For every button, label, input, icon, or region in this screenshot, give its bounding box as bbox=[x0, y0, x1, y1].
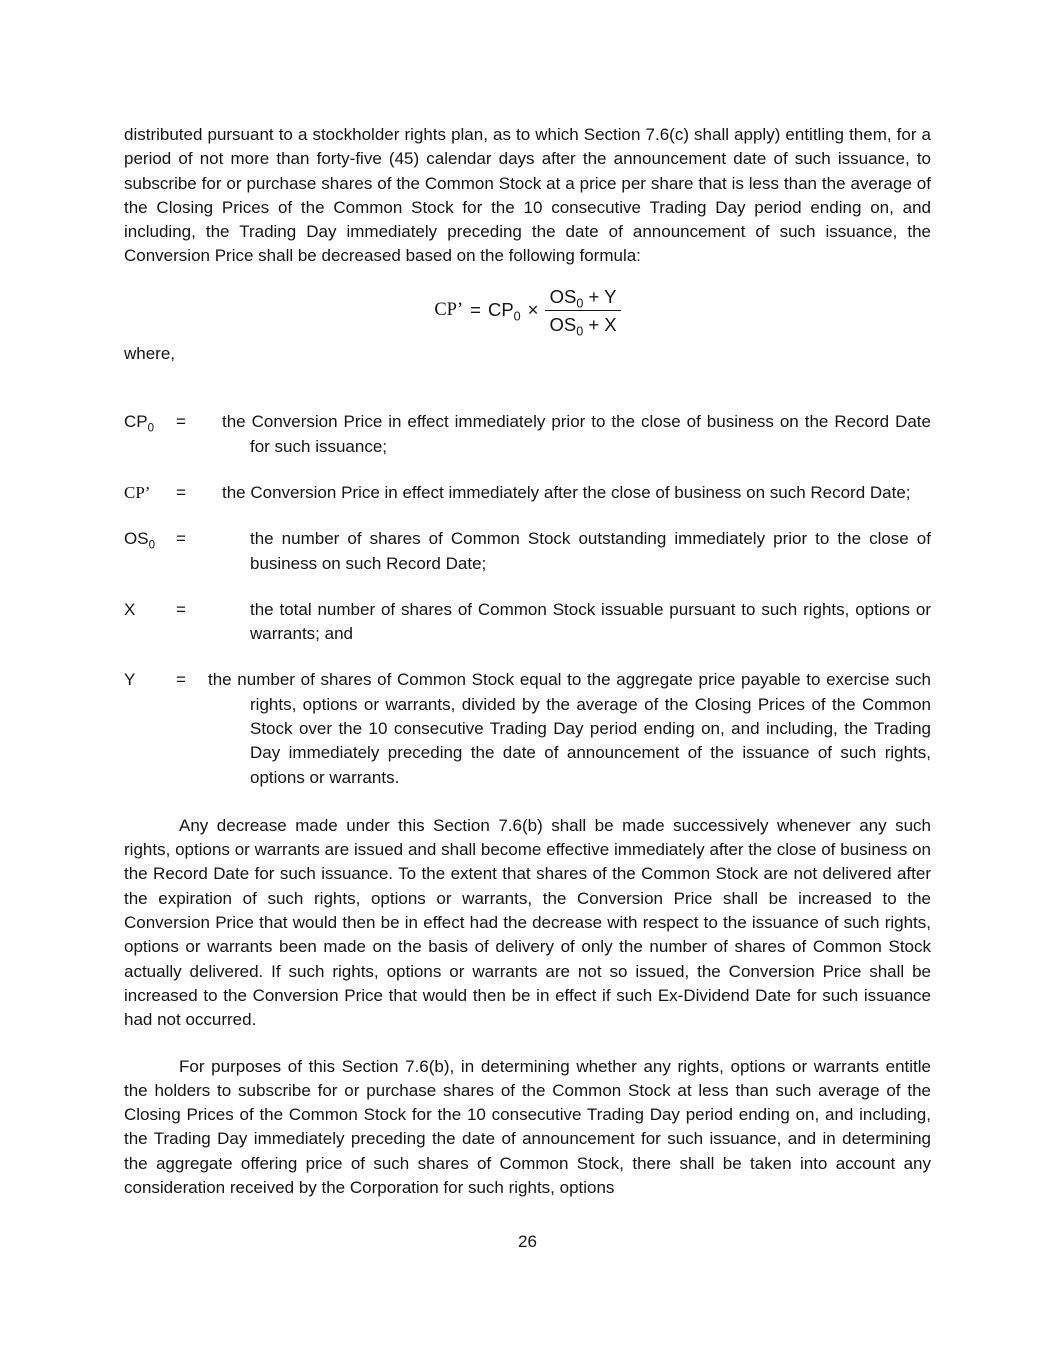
paragraph-for-purposes: For purposes of this Section 7.6(b), in determining whether any rights, options or warrants entitle the holders to subscribe for or purchase shares of the Common Stock at less than such average of the Closing Prices of the Common Stock for the 10 consecutive Trading Day period ending on, and including, the Trading Day immediately preceding the date of announcement for such issuance, and in determining the aggregate offering price of such shares of Common Stock, there shall be taken into account any consideration received by the Corporation for such rights, options bbox=[124, 1056, 931, 1198]
body-paragraphs bbox=[124, 814, 931, 1200]
definition-term: $CP_0$ bbox=[124, 412, 155, 435]
definition-text: the number of shares of Common Stock equal to the aggregate price payable to exercise such rights, options or warrants, divided by the average of the Closing Prices of the Common Stock over the 10 consecutive Trading Day period ending on, and including, the Trading Day immediately preceding the date of announcement of the issuance of such rights, options or warrants. bbox=[208, 670, 931, 787]
definition-equals: = bbox=[176, 599, 186, 619]
formula-multiply-sign: × bbox=[527, 299, 539, 321]
definition-text: the Conversion Price in effect immediately after the close of business on such Record Date; bbox=[222, 482, 911, 502]
paragraph-intro: distributed pursuant to a stockholder rights plan, as to which Section 7.6(c) shall apply) entitling them, for a period of not more than forty-five (45) calendar days after the announcement date of such issuance, to subscribe for or purchase shares of the Common Stock at a price per share that is less than the average of the Closing Prices of the Common Stock for the 10 consecutive Trading Day period ending on, and including, the Trading Day immediately preceding the date of announcement of such issuance, the Conversion Price shall be decreased based on the following formula: bbox=[124, 125, 931, 266]
conversion-price-formula bbox=[434, 285, 620, 339]
formula-lhs: CP’ bbox=[434, 299, 464, 320]
definition-list bbox=[124, 410, 931, 790]
page-number: 26 bbox=[518, 1232, 537, 1252]
definition-equals: = bbox=[176, 529, 186, 549]
formula-denominator: $OS_0 + X$ bbox=[549, 313, 617, 339]
definition-text: the Conversion Price in effect immediately prior to the close of business on the Record Date for such issuance; bbox=[222, 412, 931, 456]
definition-text: the number of shares of Common Stock outstanding immediately prior to the close of business on such Record Date; bbox=[250, 529, 931, 573]
definition-row-os0 bbox=[124, 527, 931, 576]
paragraph-any-decrease: Any decrease made under this Section 7.6(b) shall be made successively whenever any such rights, options or warrants are issued and shall become effective immediately after the close of business on the Record Date for such issuance. To the extent that shares of the Common Stock are not delivered after the expiration of such rights, options or warrants, the Conversion Price shall be increased to the Conversion Price that would then be in effect had the decrease with respect to the issuance of such rights, options or warrants been made on the basis of delivery of only the number of shares of Common Stock actually delivered. If such rights, options or warrants are not so issued, the Conversion Price shall be increased to the Conversion Price that would then be in effect if such Ex-Dividend Date for such issuance had not occurred. bbox=[124, 815, 931, 1030]
definition-row-x bbox=[124, 598, 931, 647]
formula-block bbox=[124, 285, 931, 339]
definition-row-cp-prime bbox=[124, 481, 931, 505]
formula-cp0: $CP_0$ bbox=[487, 299, 521, 325]
definition-text: the total number of shares of Common Stock issuable pursuant to such rights, options or warrants; and bbox=[250, 599, 931, 644]
definition-term: CP’ bbox=[124, 482, 151, 502]
definition-term: Y bbox=[124, 670, 136, 690]
definition-term: $OS_0$ bbox=[124, 529, 155, 552]
definition-row-y bbox=[124, 668, 931, 789]
definition-equals: = bbox=[176, 412, 186, 432]
definition-term: X bbox=[124, 599, 136, 619]
formula-equals: = bbox=[470, 299, 481, 321]
definition-equals: = bbox=[176, 482, 186, 502]
formula-numerator: $OS_0 + Y$ bbox=[545, 285, 620, 311]
definition-row-cp0 bbox=[124, 410, 931, 459]
where-label: where, bbox=[124, 344, 176, 364]
definition-equals: = bbox=[176, 670, 186, 690]
formula-fraction bbox=[545, 285, 620, 339]
